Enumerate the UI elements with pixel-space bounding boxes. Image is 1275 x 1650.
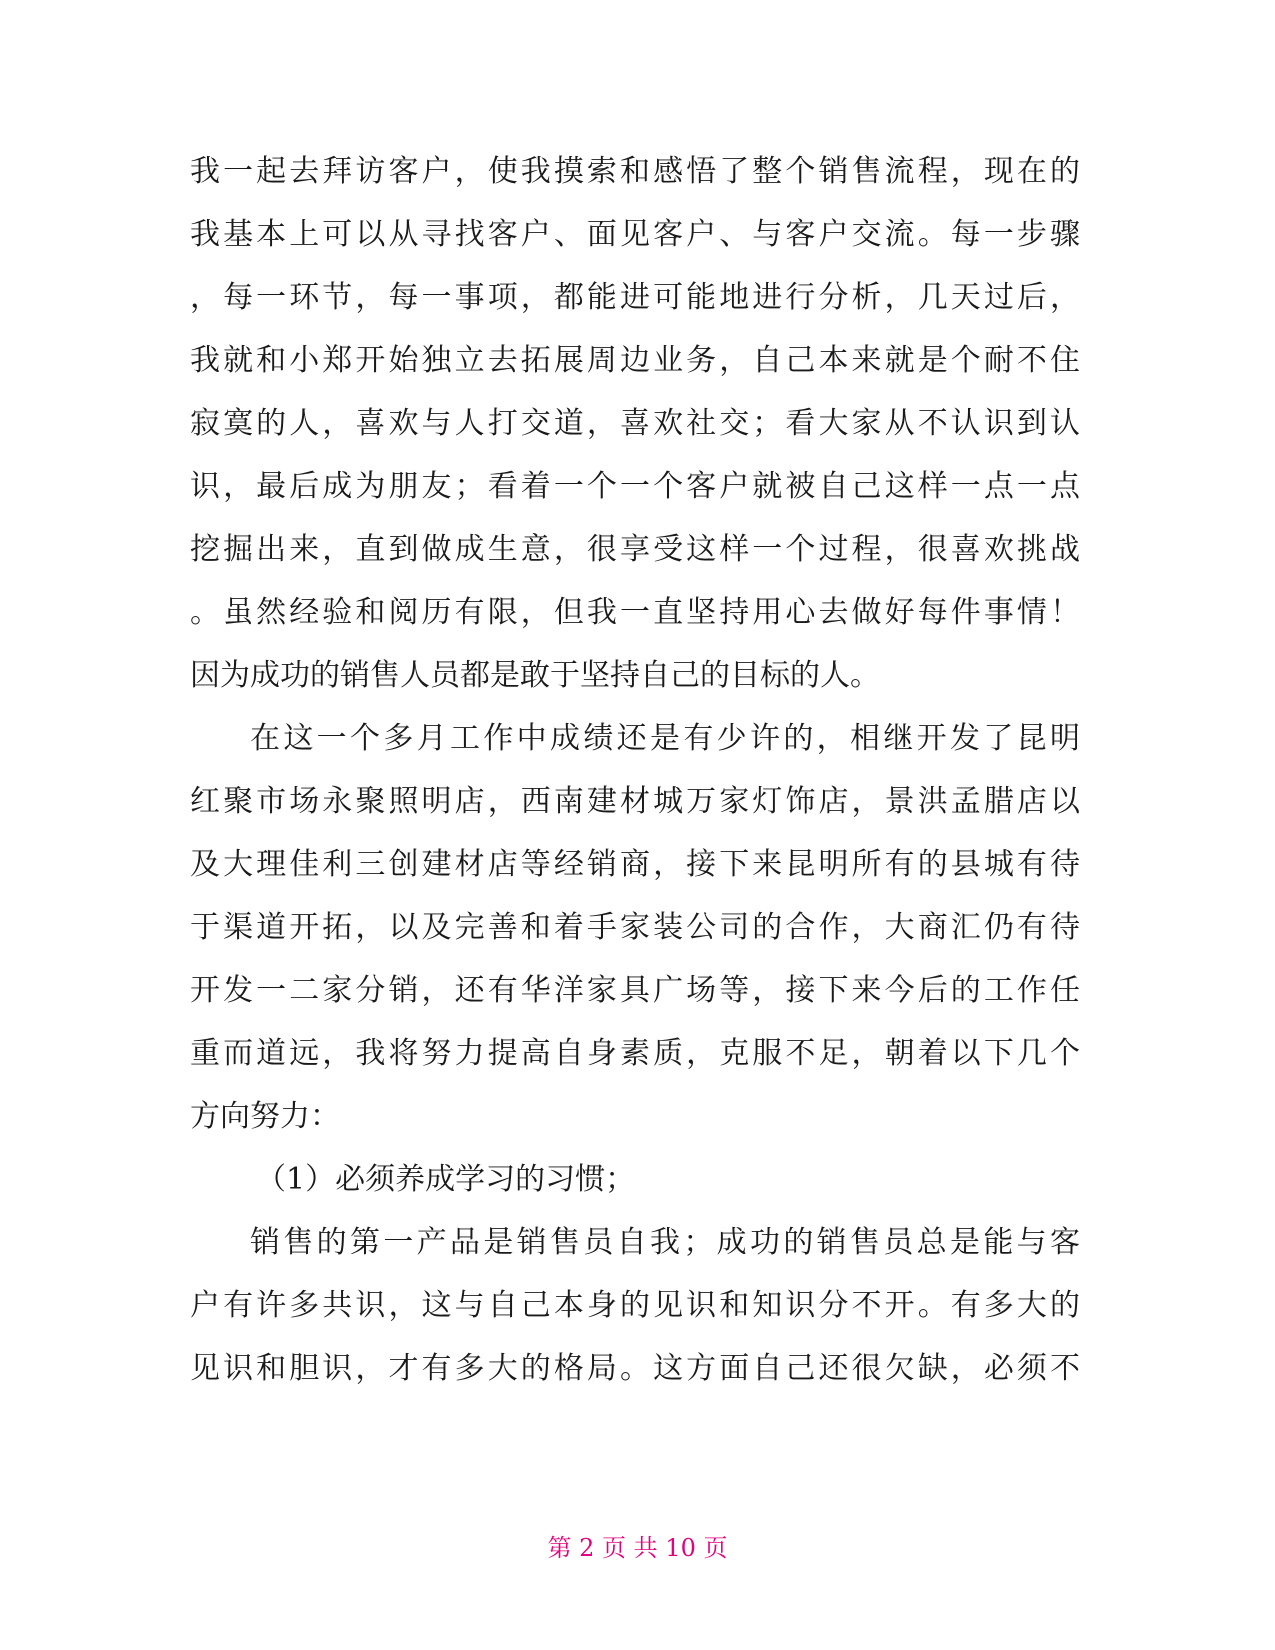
- text-line: 及大理佳利三创建材店等经销商，接下来昆明所有的县城有待: [190, 847, 1080, 882]
- document-body: [190, 140, 1080, 1400]
- text-line: 红聚市场永聚照明店，西南建材城万家灯饰店，景洪孟腊店以: [190, 784, 1080, 819]
- text-line: 我基本上可以从寻找客户、面见客户、与客户交流。每一步骤: [190, 217, 1080, 252]
- text-line: 开发一二家分销，还有华洋家具广场等，接下来今后的工作任: [190, 973, 1080, 1008]
- text-line: ，每一环节，每一事项，都能进可能地进行分析，几天过后，: [190, 280, 1080, 315]
- list-heading: （1）必须养成学习的习惯；: [256, 1162, 636, 1197]
- text-line: 。虽然经验和阅历有限，但我一直坚持用心去做好每件事情！: [190, 595, 1080, 630]
- text-line: 于渠道开拓，以及完善和着手家装公司的合作，大商汇仍有待: [190, 910, 1080, 945]
- text-line: 挖掘出来，直到做成生意，很享受这样一个过程，很喜欢挑战: [190, 532, 1080, 567]
- text-line: 因为成功的销售人员都是敢于坚持自己的目标的人。: [190, 658, 880, 693]
- text-line: 我一起去拜访客户，使我摸索和感悟了整个销售流程，现在的: [190, 154, 1080, 189]
- paragraph-first-line: 在这一个多月工作中成绩还是有少许的，相继开发了昆明: [250, 721, 1080, 756]
- text-line: 重而道远，我将努力提高自身素质，克服不足，朝着以下几个: [190, 1036, 1080, 1071]
- text-line: 户有许多共识，这与自己本身的见识和知识分不开。有多大的: [190, 1288, 1080, 1323]
- text-line: 方向努力：: [190, 1099, 340, 1134]
- page-number-footer: 第 2 页 共 10 页: [547, 1534, 728, 1562]
- text-line: 寂寞的人，喜欢与人打交道，喜欢社交；看大家从不认识到认: [190, 406, 1080, 441]
- text-line: 我就和小郑开始独立去拓展周边业务，自己本来就是个耐不住: [190, 343, 1080, 378]
- text-line: 识，最后成为朋友；看着一个一个客户就被自己这样一点一点: [190, 469, 1080, 504]
- text-line: 见识和胆识，才有多大的格局。这方面自己还很欠缺，必须不: [190, 1351, 1080, 1386]
- paragraph-first-line: 销售的第一产品是销售员自我；成功的销售员总是能与客: [250, 1225, 1080, 1260]
